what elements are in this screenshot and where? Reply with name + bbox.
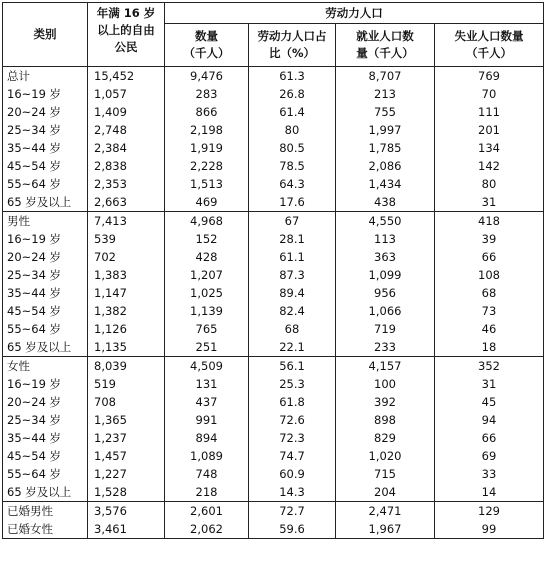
cell-employed: 1,785 <box>336 139 435 157</box>
table-row <box>3 175 544 193</box>
cell-labor-share: 74.7 <box>249 447 336 465</box>
cell-employed: 2,086 <box>336 157 435 175</box>
table-row <box>3 429 544 447</box>
cell-employed: 4,550 <box>336 212 435 231</box>
cell-population: 1,057 <box>88 85 165 103</box>
cell-employed: 438 <box>336 193 435 212</box>
cell-employed: 715 <box>336 465 435 483</box>
header-quantity-line1: 数量 <box>195 29 218 43</box>
row-label: 35~44 岁 <box>3 429 88 447</box>
cell-population: 15,452 <box>88 67 165 86</box>
cell-labor-force: 1,025 <box>165 284 249 302</box>
table-row <box>3 520 544 539</box>
header-employed-line1: 就业人口数 <box>356 29 414 43</box>
row-label: 65 岁及以上 <box>3 338 88 357</box>
cell-employed: 8,707 <box>336 67 435 86</box>
cell-unemployed: 69 <box>435 447 544 465</box>
cell-employed: 1,099 <box>336 266 435 284</box>
cell-labor-share: 28.1 <box>249 230 336 248</box>
cell-labor-share: 80.5 <box>249 139 336 157</box>
row-label: 女性 <box>3 357 88 376</box>
cell-unemployed: 94 <box>435 411 544 429</box>
cell-labor-force: 894 <box>165 429 249 447</box>
cell-labor-force: 4,509 <box>165 357 249 376</box>
cell-unemployed: 80 <box>435 175 544 193</box>
row-label: 35~44 岁 <box>3 139 88 157</box>
cell-unemployed: 134 <box>435 139 544 157</box>
header-population-line1: 年满 16 岁 <box>96 6 156 20</box>
table-row <box>3 85 544 103</box>
table-row <box>3 502 544 521</box>
cell-population: 539 <box>88 230 165 248</box>
row-label: 55~64 岁 <box>3 465 88 483</box>
cell-population: 2,353 <box>88 175 165 193</box>
cell-employed: 204 <box>336 483 435 502</box>
cell-population: 1,147 <box>88 284 165 302</box>
table-row <box>3 230 544 248</box>
header-population-line2: 以上的自由 <box>97 23 155 37</box>
cell-unemployed: 70 <box>435 85 544 103</box>
cell-employed: 755 <box>336 103 435 121</box>
cell-population: 1,528 <box>88 483 165 502</box>
row-label: 25~34 岁 <box>3 266 88 284</box>
cell-labor-force: 991 <box>165 411 249 429</box>
cell-population: 702 <box>88 248 165 266</box>
cell-population: 2,384 <box>88 139 165 157</box>
labor-force-table <box>2 2 544 539</box>
cell-employed: 719 <box>336 320 435 338</box>
cell-labor-force: 131 <box>165 375 249 393</box>
cell-labor-share: 72.6 <box>249 411 336 429</box>
cell-unemployed: 201 <box>435 121 544 139</box>
cell-unemployed: 418 <box>435 212 544 231</box>
table-row <box>3 465 544 483</box>
cell-unemployed: 111 <box>435 103 544 121</box>
table-row <box>3 483 544 502</box>
header-category: 类别 <box>3 3 88 67</box>
cell-population: 1,126 <box>88 320 165 338</box>
cell-population: 3,461 <box>88 520 165 539</box>
cell-labor-share: 87.3 <box>249 266 336 284</box>
row-label: 已婚女性 <box>3 520 88 539</box>
header-population-line3: 公民 <box>114 40 138 54</box>
cell-labor-force: 1,919 <box>165 139 249 157</box>
cell-labor-share: 22.1 <box>249 338 336 357</box>
header-share-line2: 比（%） <box>268 46 316 60</box>
cell-labor-share: 72.7 <box>249 502 336 521</box>
cell-labor-force: 437 <box>165 393 249 411</box>
cell-labor-share: 78.5 <box>249 157 336 175</box>
cell-labor-force: 1,513 <box>165 175 249 193</box>
cell-labor-force: 2,198 <box>165 121 249 139</box>
header-share-line1: 劳动力人口占 <box>257 29 327 43</box>
table-row <box>3 266 544 284</box>
cell-labor-force: 283 <box>165 85 249 103</box>
row-label: 男性 <box>3 212 88 231</box>
cell-employed: 1,434 <box>336 175 435 193</box>
row-label: 20~24 岁 <box>3 393 88 411</box>
cell-labor-share: 72.3 <box>249 429 336 447</box>
cell-labor-share: 59.6 <box>249 520 336 539</box>
table-row <box>3 103 544 121</box>
cell-labor-share: 89.4 <box>249 284 336 302</box>
cell-labor-share: 26.8 <box>249 85 336 103</box>
row-label: 已婚男性 <box>3 502 88 521</box>
header-row-top <box>3 3 544 24</box>
table-row <box>3 212 544 231</box>
table-row <box>3 157 544 175</box>
cell-labor-force: 9,476 <box>165 67 249 86</box>
row-label: 25~34 岁 <box>3 121 88 139</box>
cell-labor-force: 1,139 <box>165 302 249 320</box>
cell-labor-force: 748 <box>165 465 249 483</box>
cell-population: 519 <box>88 375 165 393</box>
cell-population: 2,663 <box>88 193 165 212</box>
row-label: 55~64 岁 <box>3 320 88 338</box>
table-body <box>3 67 544 539</box>
cell-employed: 2,471 <box>336 502 435 521</box>
cell-employed: 1,066 <box>336 302 435 320</box>
cell-unemployed: 769 <box>435 67 544 86</box>
table-header <box>3 3 544 67</box>
cell-employed: 4,157 <box>336 357 435 376</box>
cell-unemployed: 142 <box>435 157 544 175</box>
table-row <box>3 357 544 376</box>
row-label: 55~64 岁 <box>3 175 88 193</box>
cell-labor-force: 2,062 <box>165 520 249 539</box>
cell-unemployed: 45 <box>435 393 544 411</box>
cell-population: 2,838 <box>88 157 165 175</box>
cell-labor-share: 56.1 <box>249 357 336 376</box>
header-labor-force: 劳动力人口 <box>165 3 544 24</box>
cell-employed: 1,967 <box>336 520 435 539</box>
cell-unemployed: 31 <box>435 193 544 212</box>
cell-labor-share: 61.4 <box>249 103 336 121</box>
cell-employed: 213 <box>336 85 435 103</box>
cell-labor-share: 80 <box>249 121 336 139</box>
cell-labor-share: 14.3 <box>249 483 336 502</box>
cell-labor-share: 61.1 <box>249 248 336 266</box>
row-label: 16~19 岁 <box>3 375 88 393</box>
table-row <box>3 67 544 86</box>
cell-population: 1,365 <box>88 411 165 429</box>
cell-labor-share: 60.9 <box>249 465 336 483</box>
cell-labor-share: 82.4 <box>249 302 336 320</box>
table-row <box>3 411 544 429</box>
cell-labor-share: 61.8 <box>249 393 336 411</box>
cell-labor-force: 1,207 <box>165 266 249 284</box>
cell-unemployed: 33 <box>435 465 544 483</box>
cell-employed: 233 <box>336 338 435 357</box>
table-row <box>3 284 544 302</box>
cell-employed: 1,020 <box>336 447 435 465</box>
cell-labor-force: 152 <box>165 230 249 248</box>
cell-labor-force: 469 <box>165 193 249 212</box>
cell-unemployed: 108 <box>435 266 544 284</box>
cell-population: 2,748 <box>88 121 165 139</box>
header-population-16plus <box>88 3 165 67</box>
cell-population: 1,227 <box>88 465 165 483</box>
cell-labor-share: 17.6 <box>249 193 336 212</box>
cell-unemployed: 31 <box>435 375 544 393</box>
row-label: 35~44 岁 <box>3 284 88 302</box>
table-row <box>3 139 544 157</box>
cell-population: 7,413 <box>88 212 165 231</box>
cell-unemployed: 68 <box>435 284 544 302</box>
row-label: 45~54 岁 <box>3 157 88 175</box>
table-row <box>3 320 544 338</box>
cell-employed: 956 <box>336 284 435 302</box>
table-row <box>3 193 544 212</box>
header-unemployed <box>435 24 544 67</box>
cell-labor-force: 866 <box>165 103 249 121</box>
header-labor-share <box>249 24 336 67</box>
cell-employed: 829 <box>336 429 435 447</box>
cell-unemployed: 46 <box>435 320 544 338</box>
cell-employed: 898 <box>336 411 435 429</box>
row-label: 45~54 岁 <box>3 302 88 320</box>
header-labor-quantity <box>165 24 249 67</box>
cell-population: 8,039 <box>88 357 165 376</box>
cell-labor-force: 2,228 <box>165 157 249 175</box>
row-label: 20~24 岁 <box>3 103 88 121</box>
cell-labor-force: 428 <box>165 248 249 266</box>
cell-labor-force: 1,089 <box>165 447 249 465</box>
cell-population: 1,382 <box>88 302 165 320</box>
row-label: 65 岁及以上 <box>3 483 88 502</box>
cell-labor-share: 25.3 <box>249 375 336 393</box>
cell-employed: 392 <box>336 393 435 411</box>
cell-labor-force: 765 <box>165 320 249 338</box>
table-row <box>3 375 544 393</box>
table-row <box>3 393 544 411</box>
table-row <box>3 447 544 465</box>
row-label: 16~19 岁 <box>3 85 88 103</box>
row-label: 总计 <box>3 67 88 86</box>
cell-unemployed: 73 <box>435 302 544 320</box>
cell-unemployed: 352 <box>435 357 544 376</box>
cell-population: 1,457 <box>88 447 165 465</box>
cell-labor-force: 4,968 <box>165 212 249 231</box>
cell-labor-share: 68 <box>249 320 336 338</box>
cell-population: 1,135 <box>88 338 165 357</box>
cell-labor-force: 2,601 <box>165 502 249 521</box>
cell-unemployed: 66 <box>435 429 544 447</box>
row-label: 45~54 岁 <box>3 447 88 465</box>
cell-unemployed: 14 <box>435 483 544 502</box>
header-unemployed-line2: （千人） <box>466 46 512 60</box>
cell-employed: 100 <box>336 375 435 393</box>
row-label: 25~34 岁 <box>3 411 88 429</box>
cell-labor-share: 61.3 <box>249 67 336 86</box>
cell-employed: 113 <box>336 230 435 248</box>
cell-labor-force: 218 <box>165 483 249 502</box>
cell-population: 1,409 <box>88 103 165 121</box>
table-row <box>3 248 544 266</box>
table-row <box>3 121 544 139</box>
cell-unemployed: 129 <box>435 502 544 521</box>
cell-population: 1,383 <box>88 266 165 284</box>
header-employed <box>336 24 435 67</box>
row-label: 65 岁及以上 <box>3 193 88 212</box>
cell-unemployed: 18 <box>435 338 544 357</box>
header-unemployed-line1: 失业人口数量 <box>454 29 524 43</box>
row-label: 20~24 岁 <box>3 248 88 266</box>
cell-population: 3,576 <box>88 502 165 521</box>
cell-labor-share: 67 <box>249 212 336 231</box>
cell-unemployed: 66 <box>435 248 544 266</box>
table-container <box>2 2 544 539</box>
cell-population: 1,237 <box>88 429 165 447</box>
cell-labor-share: 64.3 <box>249 175 336 193</box>
cell-employed: 1,997 <box>336 121 435 139</box>
cell-unemployed: 39 <box>435 230 544 248</box>
cell-labor-force: 251 <box>165 338 249 357</box>
header-quantity-line2: （千人） <box>183 46 230 60</box>
cell-population: 708 <box>88 393 165 411</box>
cell-employed: 363 <box>336 248 435 266</box>
table-row <box>3 302 544 320</box>
header-employed-line2: 量（千人） <box>356 46 414 60</box>
cell-unemployed: 99 <box>435 520 544 539</box>
table-row <box>3 338 544 357</box>
row-label: 16~19 岁 <box>3 230 88 248</box>
